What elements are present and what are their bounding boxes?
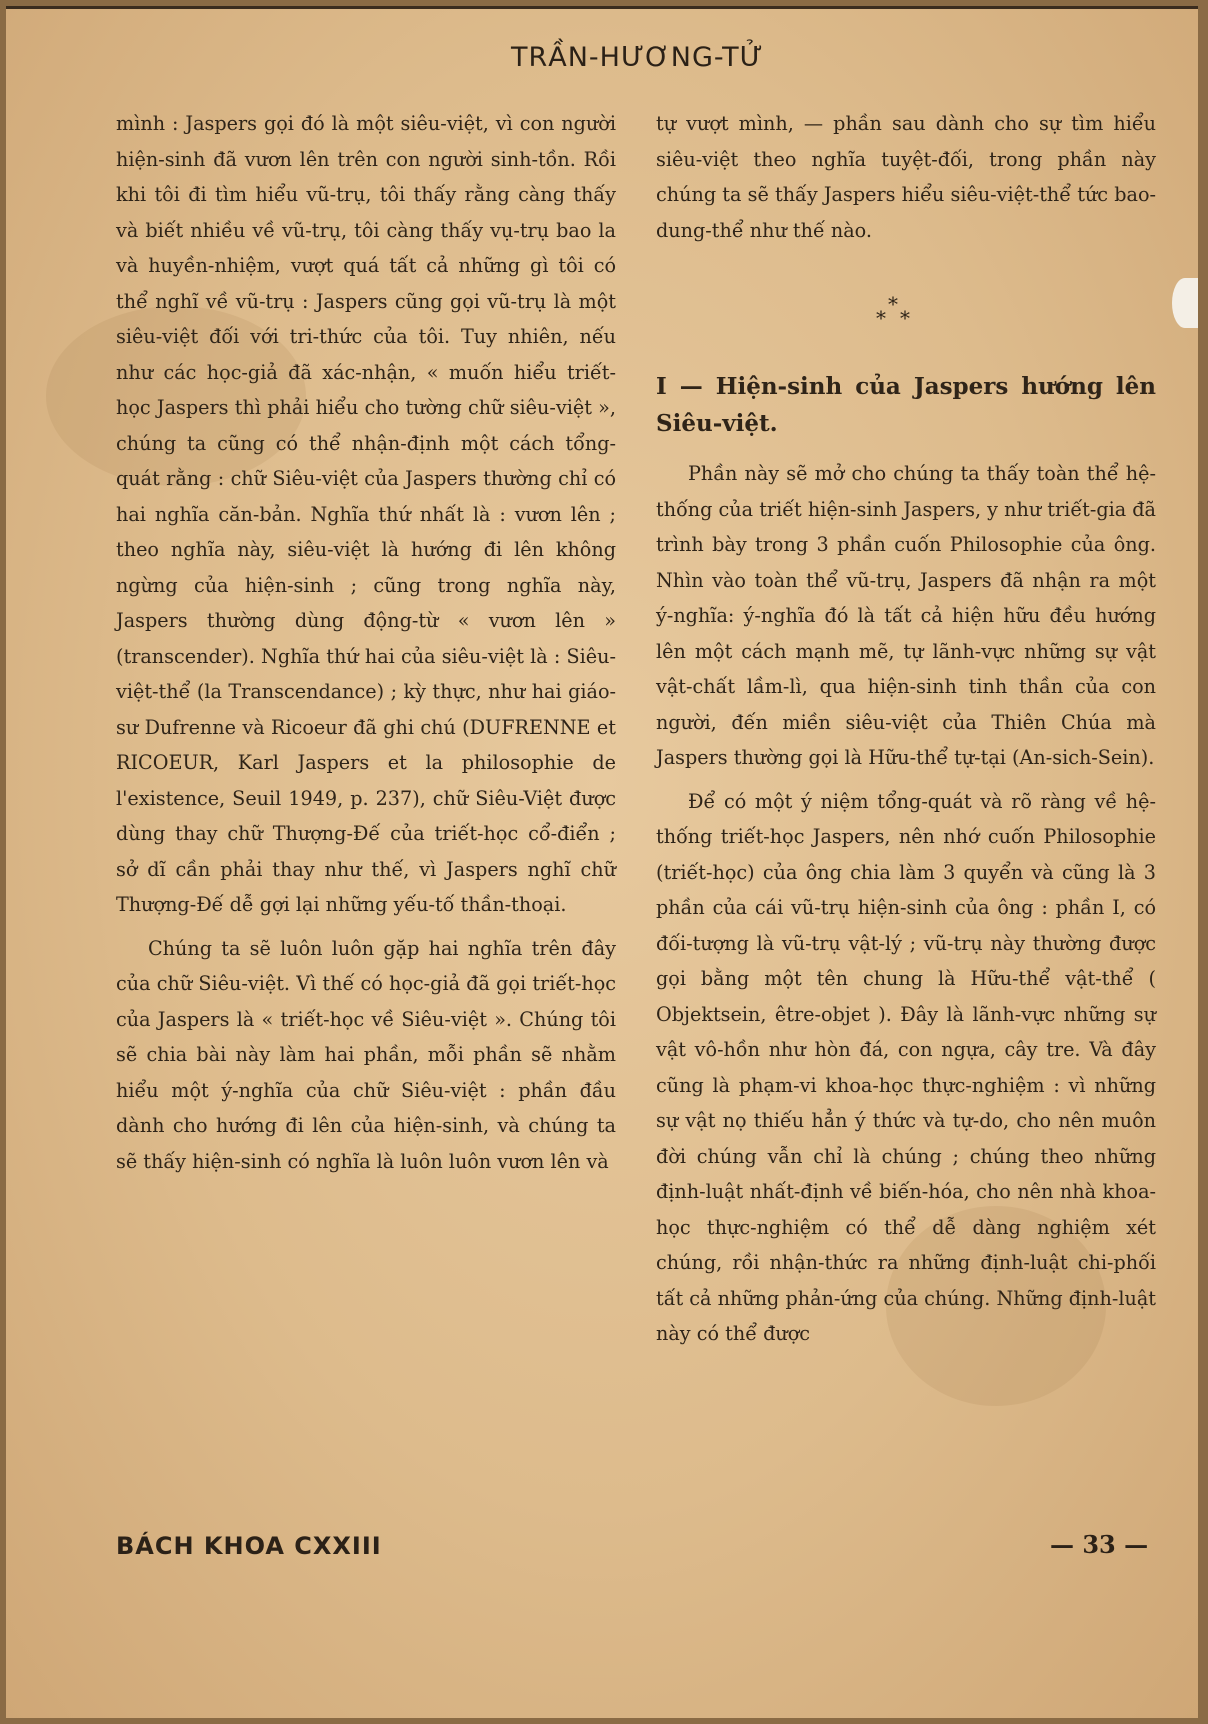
section-ornament xyxy=(656,248,1156,368)
paragraph: Phần này sẽ mở cho chúng ta thấy toàn thể hệ-thống của triết hiện-sinh Jaspers, y như triết-gia đã trình bày trong 3 phần cuốn Philosophie của ông. Nhìn vào toàn thể vũ-trụ, Jaspers đã nhận ra một ý-nghĩa: ý-nghĩa đó là tất cả hiện hữu đều hướng lên một cách mạnh mẽ, tự lãnh-vực những sự vật vật-chất lầm-lì, qua hiện-sinh tinh thần của con người, đến miền siêu-việt của Thiên Chúa mà Jaspers thường gọi là Hữu-thể tự-tại (An-sich-Sein). xyxy=(656,462,1156,769)
running-head: TRẦN-HƯƠNG-TỬ xyxy=(511,42,764,73)
right-column xyxy=(656,106,1156,1352)
paragraph: tự vượt mình, — phần sau dành cho sự tìm hiểu siêu-việt theo nghĩa tuyệt-đối, trong phần này chúng ta sẽ thấy Jaspers hiểu siêu-việt-thể tức bao-dung-thể như thế nào. xyxy=(656,112,1156,242)
section-heading: I — Hiện-sinh của Jaspers hướng lên Siêu-việt. xyxy=(656,373,1156,437)
book-page xyxy=(6,6,1198,1718)
paragraph: mình : Jaspers gọi đó là một siêu-việt, vì con người hiện-sinh đã vươn lên trên con người sinh-tồn. Rồi khi tôi đi tìm hiểu vũ-trụ, tôi thấy rằng càng thấy và biết nhiều về vũ-trụ, tôi càng thấy vụ-trụ bao la và huyền-nhiệm, vượt quá tất cả những gì tôi có thể nghĩ về vũ-trụ : Jaspers cũng gọi vũ-trụ là một siêu-việt đối với tri-thức của tôi. Tuy nhiên, nếu như các học-giả đã xác-nhận, « muốn hiểu triết-học Jaspers thì phải hiểu cho tường chữ siêu-việt », chúng ta cũng có thể nhận-định một cách tổng-quát rằng : chữ Siêu-việt của Jaspers thường chỉ có hai nghĩa căn-bản. Nghĩa thứ nhất là : vươn lên ; theo nghĩa này, siêu-việt là hướng đi lên không ngừng của hiện-sinh ; cũng trong nghĩa này, Jaspers thường dùng động-từ « vươn lên » (transcender). Nghĩa thứ hai của siêu-việt là : Siêu-việt-thể (la Transcendance) ; kỳ thực, như hai giáo-sư Dufrenne và Ricoeur đã ghi chú (DUFRENNE et RICOEUR, Karl Jaspers et la philosophie de l'existence, Seuil 1949, p. 237), chữ Siêu-Việt được dùng thay chữ Thượng-Đế của triết-học cổ-điển ; sở dĩ cần phải thay như thế, vì Jaspers nghĩ chữ Thượng-Đế dễ gợi lại những yếu-tố thần-thoại. xyxy=(116,112,616,916)
left-column xyxy=(116,106,616,1179)
paragraph: Chúng ta sẽ luôn luôn gặp hai nghĩa trên đây của chữ Siêu-việt. Vì thế có học-giả đã gọi triết-học của Jaspers là « triết-học về Siêu-việt ». Chúng tôi sẽ chia bài này làm hai phần, mỗi phần sẽ nhằm hiểu một ý-nghĩa của chữ Siêu-việt : phần đầu dành cho hướng đi lên của hiện-sinh, và chúng ta sẽ thấy hiện-sinh có nghĩa là luôn luôn vươn lên và xyxy=(116,936,616,1173)
ornament-star: * xyxy=(900,306,910,330)
paragraph: Để có một ý niệm tổng-quát và rõ ràng về hệ-thống triết-học Jaspers, nên nhớ cuốn Philosophie (triết-học) của ông chia làm 3 quyển và cũng là 3 phần của cái vũ-trụ hiện-sinh của ông : phần I, có đối-tượng là vũ-trụ vật-lý ; vũ-trụ này thường được gọi bằng một tên chung là Hữu-thể vật-thể ( Objektsein, être-objet ). Đây là lãnh-vực những sự vật vô-hồn như hòn đá, con ngựa, cây tre. Và đây cũng là phạm-vi khoa-học thực-nghiệm : vì những sự vật nọ thiếu hẳn ý thức và tự-do, cho nên muôn đời chúng vẫn chỉ là chúng ; chúng theo những định-luật nhất-định về biến-hóa, cho nên nhà khoa-học thực-nghiệm có thể dễ dàng nghiệm xét chúng, rồi nhận-thức ra những định-luật chi-phối tất cả những phản-ứng của chúng. Những định-luật này có thể được xyxy=(656,789,1156,1345)
paper-tear xyxy=(1172,278,1198,328)
ornament-star: * xyxy=(888,292,898,316)
page-number: — 33 — xyxy=(1050,1530,1149,1559)
top-rule xyxy=(6,6,1198,9)
ornament-star: * xyxy=(876,306,886,330)
journal-footer: BÁCH KHOA CXXIII xyxy=(116,1532,382,1560)
